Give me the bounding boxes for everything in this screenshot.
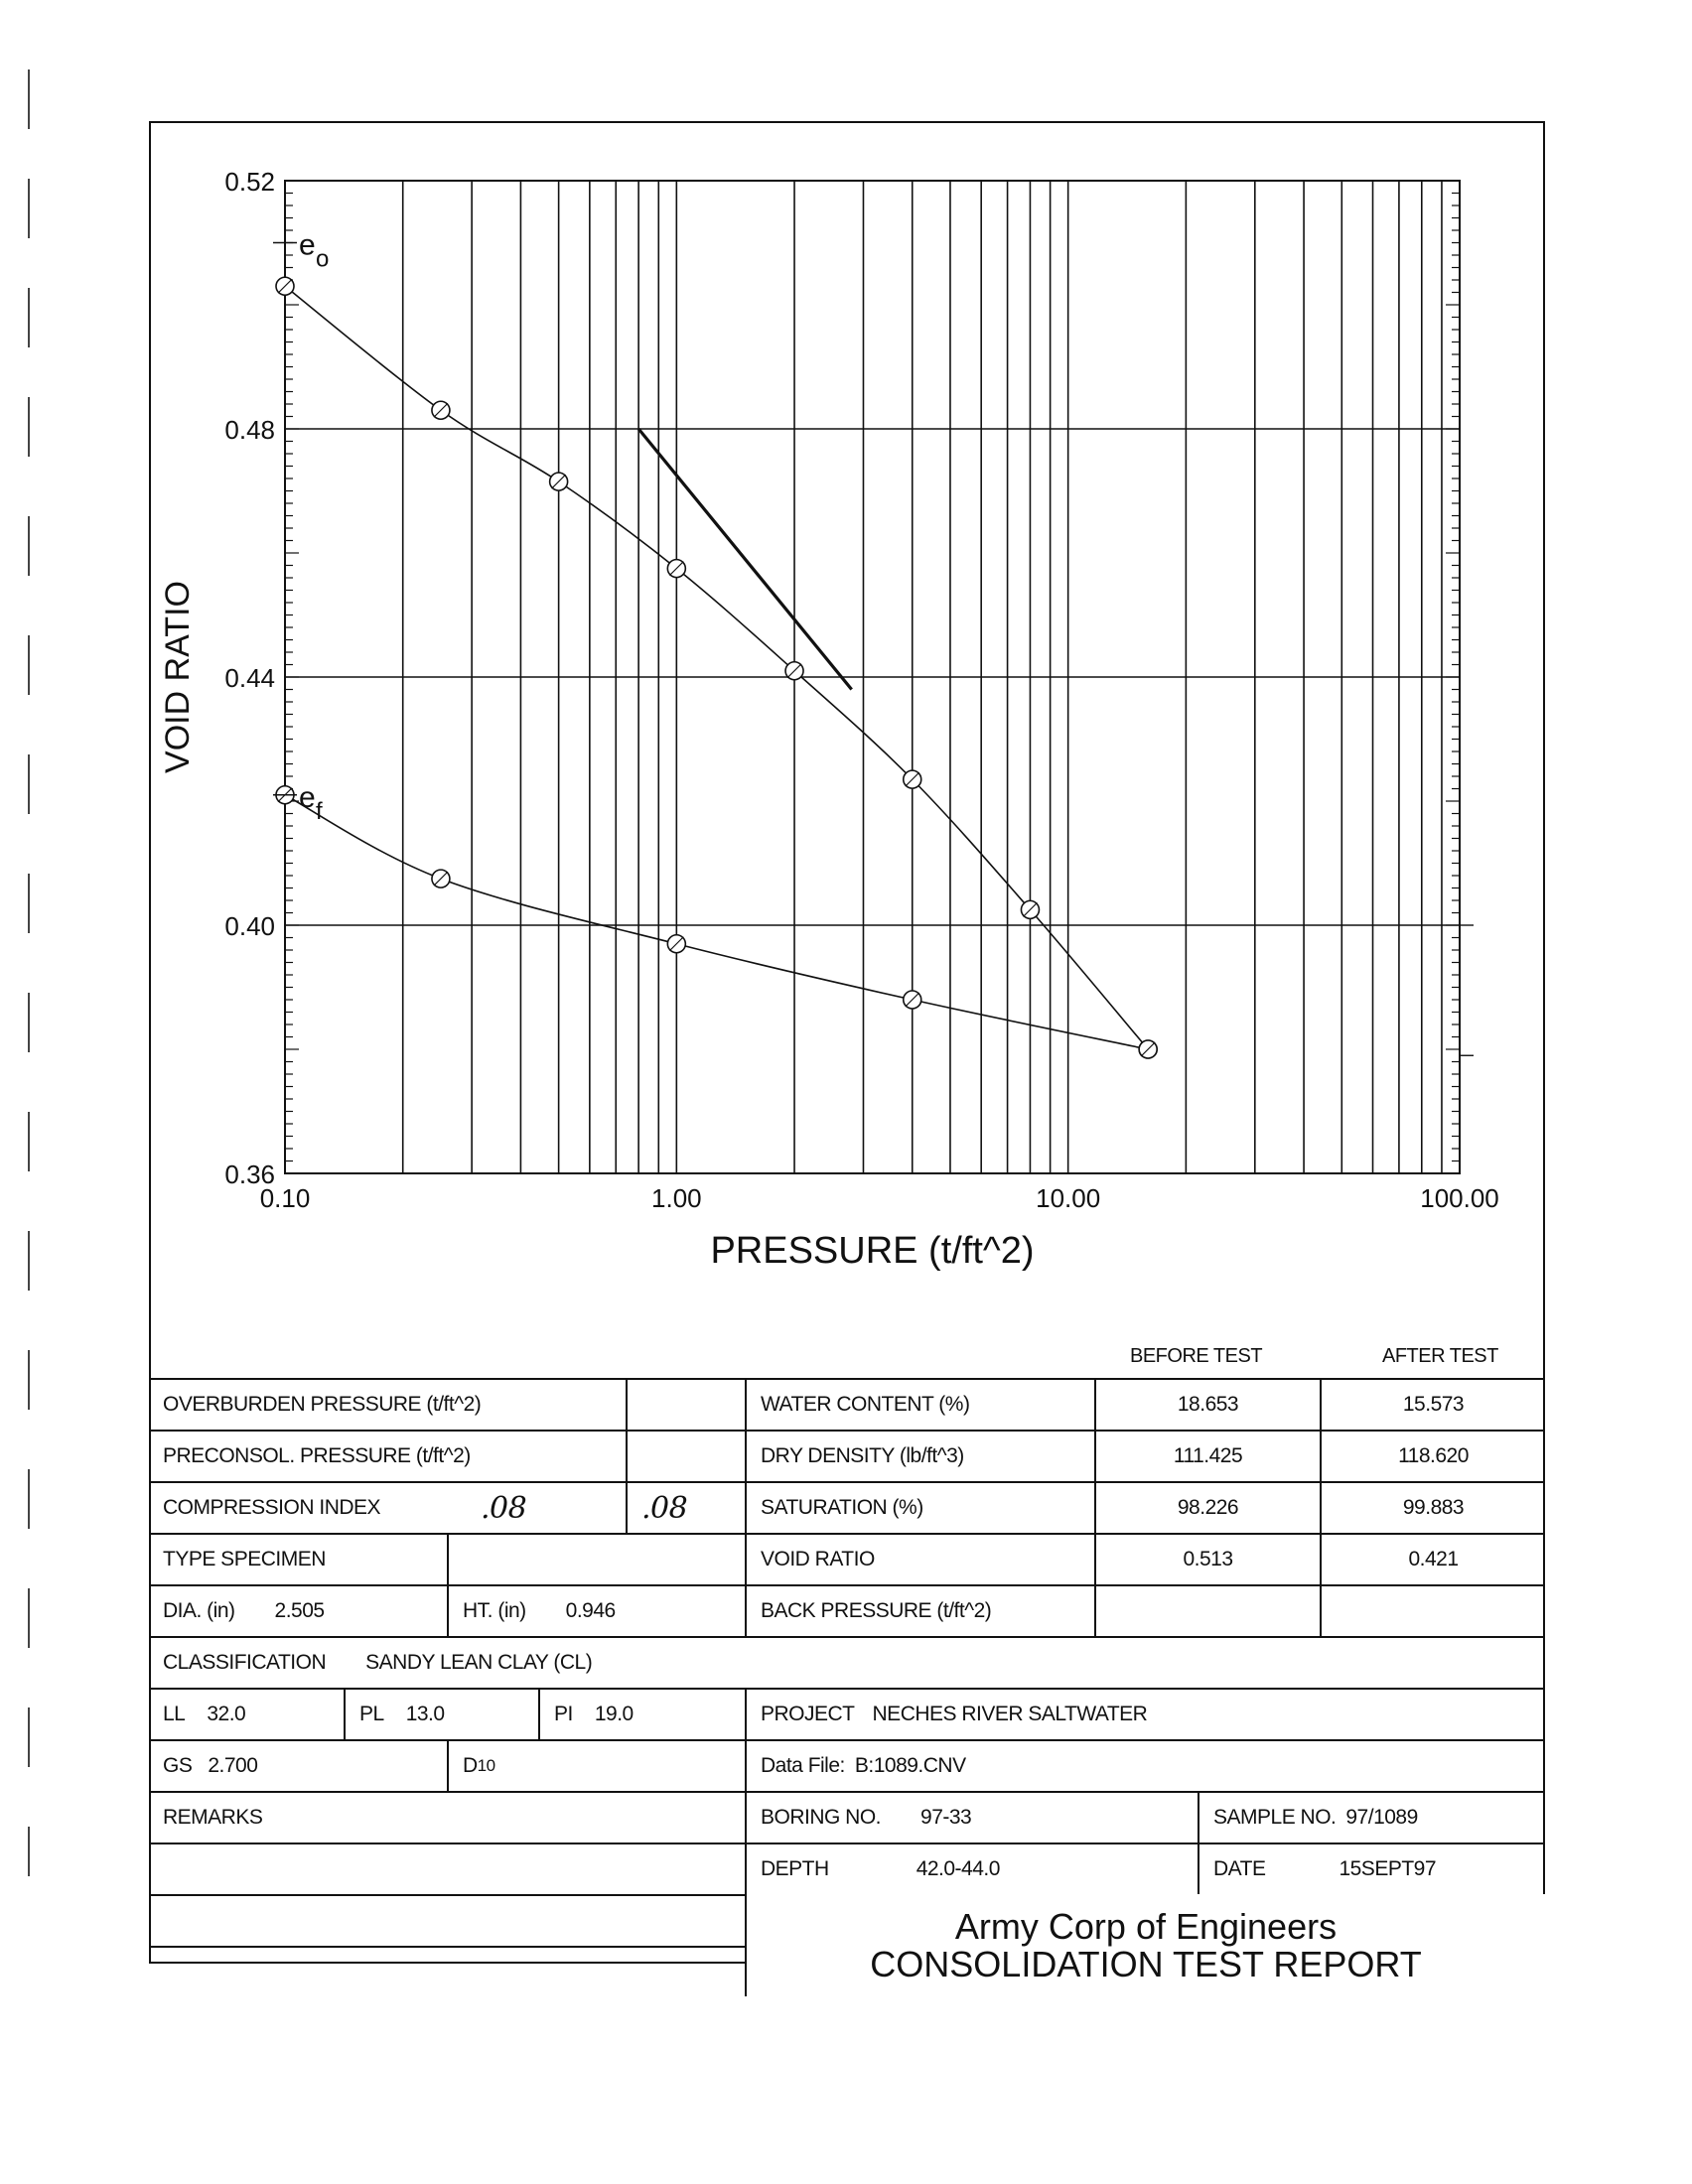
scan-mark: [28, 1707, 30, 1767]
table-row: [149, 1688, 1545, 1739]
remarks-line-3: [149, 1948, 745, 1996]
x-tick-label: 1.00: [651, 1183, 702, 1213]
scan-mark: [28, 1350, 30, 1410]
ht-value: 0.946: [565, 1599, 616, 1622]
annotation-label: e: [299, 780, 316, 814]
tangent-line: [638, 429, 852, 690]
dry-density-label: DRY DENSITY (lb/ft^3): [745, 1432, 1094, 1481]
sample-label: SAMPLE NO.: [1213, 1806, 1337, 1829]
water-content-before: 18.653: [1094, 1380, 1320, 1430]
classification-cell: [149, 1638, 1545, 1688]
dia-label: DIA. (in): [163, 1599, 235, 1622]
y-axis-title: VOID RATIO: [159, 581, 197, 773]
dia-cell: [149, 1586, 447, 1636]
table-row: [149, 1739, 1545, 1791]
remarks-line-2: [149, 1896, 745, 1946]
y-tick-label: 0.52: [224, 167, 275, 197]
annotation-label: e: [299, 228, 316, 262]
pl-cell: [344, 1690, 538, 1739]
project-cell: [745, 1690, 1545, 1739]
table-row: [149, 1946, 745, 1996]
dry-density-before: 111.425: [1094, 1432, 1320, 1481]
x-tick-label: 10.00: [1036, 1183, 1101, 1213]
water-content-after: 15.573: [1320, 1380, 1545, 1430]
gs-value: 2.700: [208, 1754, 258, 1777]
date-cell: [1198, 1844, 1545, 1894]
y-tick-label: 0.36: [224, 1160, 275, 1189]
boring-value: 97-33: [920, 1806, 972, 1829]
depth-label: DEPTH: [761, 1857, 829, 1880]
series-line-1: [285, 795, 1148, 1049]
void-ratio-before: 0.513: [1094, 1535, 1320, 1584]
depth-cell: [745, 1844, 1198, 1894]
x-tick-label: 100.00: [1420, 1183, 1499, 1213]
void-ratio-after: 0.421: [1320, 1535, 1545, 1584]
series-line-0: [285, 286, 1148, 1049]
data-file-label: Data File:: [761, 1754, 845, 1777]
depth-value: 42.0-44.0: [916, 1857, 1000, 1880]
before-test-header: BEFORE TEST: [1130, 1345, 1263, 1367]
organization-name: Army Corp of Engineers: [954, 1905, 1338, 1947]
ll-cell: [149, 1690, 344, 1739]
table-row: [149, 1636, 1545, 1688]
scan-mark: [28, 1588, 30, 1648]
compression-index-value: .08: [626, 1483, 745, 1533]
back-pressure-after: [1320, 1586, 1545, 1636]
table-row: [149, 1791, 1545, 1843]
water-content-label: WATER CONTENT (%): [745, 1380, 1094, 1430]
overburden-value: [626, 1380, 745, 1430]
x-tick-label: 0.10: [259, 1183, 311, 1213]
back-pressure-label: BACK PRESSURE (t/ft^2): [745, 1586, 1094, 1636]
classification-value: SANDY LEAN CLAY (CL): [365, 1651, 593, 1674]
title-block: [745, 1894, 1545, 1996]
sample-value: 97/1089: [1345, 1806, 1418, 1829]
classification-label: CLASSIFICATION: [163, 1651, 327, 1674]
gs-cell: [149, 1741, 447, 1791]
dry-density-after: 118.620: [1320, 1432, 1545, 1481]
y-tick-label: 0.44: [224, 663, 275, 693]
preconsol-value: [626, 1432, 745, 1481]
ht-cell: [447, 1586, 745, 1636]
y-tick-label: 0.48: [224, 415, 275, 445]
pl-label: PL: [359, 1703, 384, 1725]
pl-value: 13.0: [405, 1703, 445, 1725]
preconsol-label: PRECONSOL. PRESSURE (t/ft^2): [163, 1444, 471, 1467]
back-pressure-before: [1094, 1586, 1320, 1636]
pi-cell: [538, 1690, 745, 1739]
gs-label: GS: [163, 1754, 193, 1777]
saturation-before: 98.226: [1094, 1483, 1320, 1533]
sample-cell: [1198, 1793, 1545, 1843]
project-value: NECHES RIVER SALTWATER: [872, 1703, 1148, 1725]
overburden-label: OVERBURDEN PRESSURE (t/ft^2): [163, 1393, 482, 1416]
dia-value: 2.505: [274, 1599, 325, 1622]
date-value: 15SEPT97: [1339, 1857, 1437, 1880]
void-ratio-label: VOID RATIO: [745, 1535, 1094, 1584]
pi-label: PI: [554, 1703, 573, 1725]
compression-index-handwritten: .08: [481, 1490, 527, 1526]
annotation-subscript: f: [316, 797, 323, 825]
boring-cell: [745, 1793, 1198, 1843]
remarks-label: REMARKS: [163, 1806, 263, 1829]
chart-series: [276, 277, 1157, 1058]
boring-label: BORING NO.: [761, 1806, 882, 1829]
ll-value: 32.0: [207, 1703, 246, 1725]
x-axis-title: PRESSURE (t/ft^2): [710, 1230, 1035, 1272]
pi-value: 19.0: [594, 1703, 634, 1725]
data-file-value: B:1089.CNV: [854, 1754, 966, 1777]
table-row: [149, 1843, 1545, 1894]
ll-label: LL: [163, 1703, 186, 1725]
report-title: CONSOLIDATION TEST REPORT: [870, 1943, 1422, 1984]
date-label: DATE: [1213, 1857, 1266, 1880]
saturation-label: SATURATION (%): [745, 1483, 1094, 1533]
project-label: PROJECT: [761, 1703, 855, 1725]
remarks-line-1: [149, 1844, 745, 1894]
compression-index-label: COMPRESSION INDEX: [163, 1496, 381, 1519]
saturation-after: 99.883: [1320, 1483, 1545, 1533]
scan-mark: [28, 1827, 30, 1876]
table-row: [149, 1533, 1545, 1584]
d10-cell: [447, 1741, 745, 1791]
type-specimen-label: TYPE SPECIMEN: [163, 1548, 326, 1570]
scan-mark: [28, 1469, 30, 1529]
annotation-subscript: o: [316, 245, 330, 273]
table-row: [149, 1584, 1545, 1636]
chart-grid: [285, 181, 1460, 1173]
type-specimen-value: [447, 1535, 745, 1584]
table-row: [149, 1430, 1545, 1481]
table-row: [149, 1481, 1545, 1533]
table-row: [149, 1378, 1545, 1430]
d10-label: D: [463, 1754, 478, 1777]
chart-labels: [159, 167, 1499, 1272]
d10-subscript: 10: [477, 1756, 495, 1775]
ht-label: HT. (in): [463, 1599, 526, 1622]
data-file-cell: [745, 1741, 1545, 1791]
y-tick-label: 0.40: [224, 911, 275, 941]
after-test-header: AFTER TEST: [1382, 1345, 1498, 1367]
